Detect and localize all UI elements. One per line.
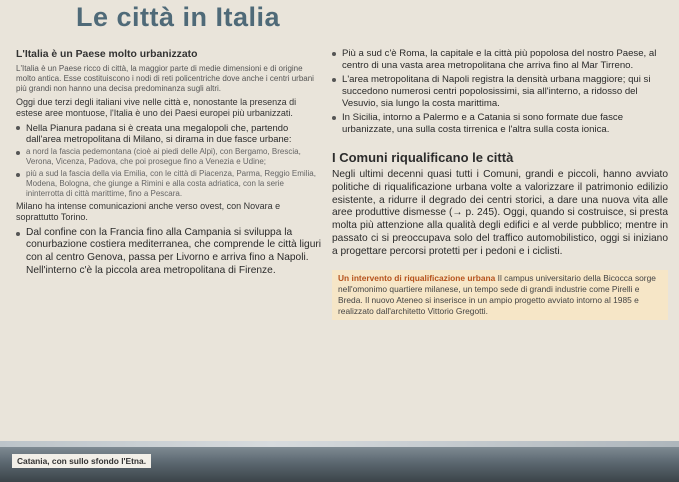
left-lead-paragraph: L'Italia è un Paese ricco di città, la maggior parte di medie dimensioni e di origine molto antica. Esse costituiscono i nodi di reti policentriche dove anche i centri urbani più grandi non hanno una decisa predominanza sugli altri. [16,64,314,93]
right-column [332,48,668,320]
left-sub-bullet-emilia: più a sud la fascia della via Emilia, con le città di Piacenza, Parma, Reggio Emilia, Modena, Bologna, che giunge a Rimini e alla costa adriatica, con la serie ininterrotta di città marittime, fino a Pescara. [16,169,322,199]
left-column [16,48,322,278]
left-bullet-conurbazione: Dal confine con la Francia fino alla Campania si sviluppa la conurbazione costiera mediterranea, che comprende le città liguri con al centro Genova, passa per Livorno e arriva fino a Napoli. Nell'interno c'è la piccola area metropolitana di Firenze. [16,227,322,278]
right-bullet-roma: Più a sud c'è Roma, la capitale e la città più popolosa del nostro Paese, al centro di una vasta area metropolitana che arriva fino al Mar Tirreno. [332,48,668,72]
left-sub-bullet-pedemontana: a nord la fascia pedemontana (cioè ai piedi delle Alpi), con Bergamo, Brescia, Verona, Vicenza, Padova, che poi prosegue fino a Venezia e Udine; [16,147,322,167]
left-paragraph-2: Oggi due terzi degli italiani vive nelle città e, nonostante la presenza di estese aree montuose, l'Italia è uno dei Paesi europei più urbanizzati. [16,97,297,119]
right-bullet-sicilia: In Sicilia, intorno a Palermo e a Catania si sono formate due fasce urbanizzate, una sulla costa tirrenica e l'altra sulla costa ionica. [332,112,668,136]
photo-caption: Catania, con sullo sfondo l'Etna. [12,454,151,468]
left-heading: L'Italia è un Paese molto urbanizzato [16,49,198,60]
page-title: Le città in Italia [76,2,281,32]
info-box-title: Un intervento di riqualificazione urbana [338,273,496,284]
info-box [332,270,668,320]
right-bullet-napoli: L'area metropolitana di Napoli registra la densità urbana maggiore; qui si succedono numerosi centri popolosissimi, sia all'interno, a ridosso del Vesuvio, sia lungo la costa marittima. [332,74,668,110]
info-box-text: Il campus universitario della Bicocca sorge nell'omonimo quartiere milanese, un tempo sede di grandi industrie come Pirelli e Breda. Il nuovo Ateneo si inserisce in un ampio progetto avviato intorno al 1985 e realizzato dall'architetto Vittorio Gregotti. [338,273,656,317]
section-body: Negli ultimi decenni quasi tutti i Comuni, grandi e piccoli, hanno avviato politiche di riqualificazione urbana volte a valorizzare il patrimonio edilizio esistente, a ridurre il degrado dei centri storici, a dare una nuova vita alle aree produttive dismesse (→ p. 245). Oggi, quando si costruisce, si presta molta più attenzione alla qualità degli edifici e al verde pubblico; mentre in passato ci si preoccupava solo del traffico automobilistico, oggi si iniziano a progettare percorsi protetti per i pedoni e i ciclisti. [332,169,668,257]
left-bullet-padana: Nella Pianura padana si è creata una megalopoli che, partendo dall'area metropolitana di Milano, si dirama in due fasce urbane: [16,122,322,146]
section-heading: I Comuni riqualificano le città [332,149,514,165]
left-paragraph-milano: Milano ha intense comunicazioni anche verso ovest, con Novara e soprattutto Torino. [16,201,281,223]
